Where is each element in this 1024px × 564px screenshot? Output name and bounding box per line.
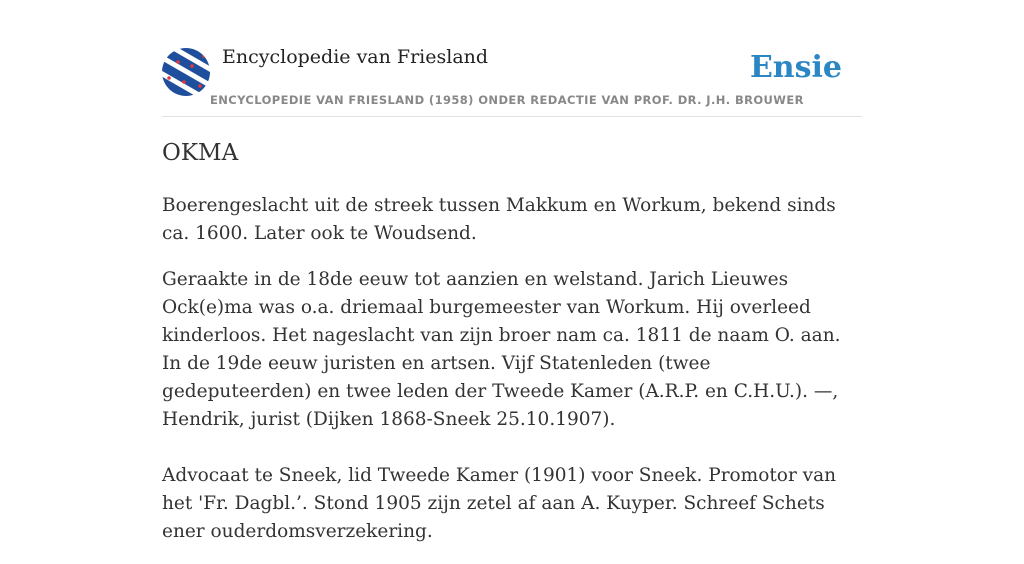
entry-body xyxy=(162,192,862,564)
ensie-logo[interactable]: Ensie xyxy=(749,50,842,85)
page xyxy=(162,0,862,542)
entry-title: OKMA xyxy=(162,140,239,166)
frisian-flag-icon[interactable] xyxy=(162,48,210,96)
site-header xyxy=(162,44,862,117)
entry-paragraph: Geraakte in de 18de eeuw tot aanzien en welstand. Jarich Lieuwes Ock(e)ma was o.a. driemaal burgemeester van Workum. Hij overleed kinderloos. Het nageslacht van zijn broer nam ca. 1811 de naam O. aan. In de 19de eeuw juristen en artsen. Vijf Statenleden (twee gedeputeerden) en twee leden der Tweede Kamer (A.R.P. en C.H.U.). —, Hendrik, jurist (Dijken 1868-Sneek 25.10.1907). xyxy=(162,269,841,430)
entry-paragraph: Advocaat te Sneek, lid Tweede Kamer (1901) voor Sneek. Promotor van het 'Fr. Dagbl.’. Stond 1905 zijn zetel af aan A. Kuyper. Schreef Schets ener ouderdomsverzekering. xyxy=(162,465,837,542)
site-title[interactable]: Encyclopedie van Friesland xyxy=(222,46,489,68)
entry-paragraph: Boerengeslacht uit de streek tussen Makkum en Workum, bekend sinds ca. 1600. Later ook te Woudsend. xyxy=(162,195,836,244)
site-subtitle: ENCYCLOPEDIE VAN FRIESLAND (1958) ONDER REDACTIE VAN PROF. DR. J.H. BROUWER xyxy=(210,93,804,107)
